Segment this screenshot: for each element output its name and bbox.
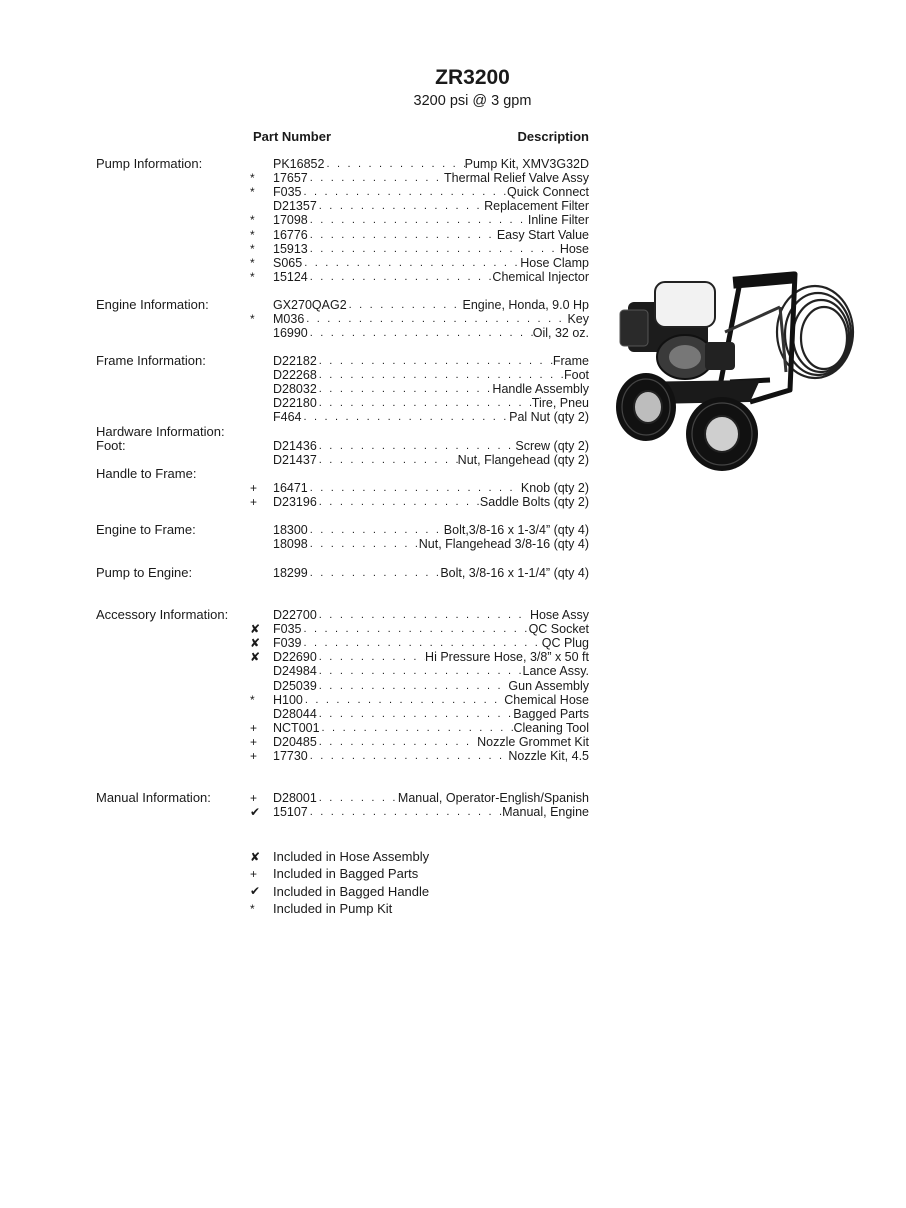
dot-leader <box>324 157 464 171</box>
part-number: D22268 <box>273 368 317 383</box>
part-description: Oil, 32 oz. <box>532 326 589 341</box>
part-row <box>250 679 589 693</box>
legend-item <box>250 865 429 882</box>
part-number: D22700 <box>273 608 317 622</box>
legend-mark: ✘ <box>250 849 261 864</box>
part-row <box>250 396 589 410</box>
dot-leader <box>317 439 516 453</box>
part-description: Hose Clamp <box>520 255 589 270</box>
dot-leader <box>317 199 484 213</box>
dot-leader <box>317 608 530 622</box>
part-description: Hose Assy <box>529 608 589 622</box>
part-description: Chemical Hose <box>504 692 589 707</box>
dot-leader <box>317 354 553 368</box>
part-description: Replacement Filter <box>484 199 589 214</box>
part-mark: * <box>250 227 255 242</box>
dot-leader <box>308 805 502 819</box>
part-mark: + <box>250 720 258 735</box>
part-row <box>250 270 589 284</box>
part-number: 16471 <box>273 481 308 495</box>
dot-leader <box>308 566 441 580</box>
part-number: 17730 <box>273 749 308 763</box>
part-description: Bagged Parts <box>513 706 589 721</box>
part-mark: + <box>250 495 258 510</box>
dot-leader <box>308 228 497 242</box>
part-number: D22182 <box>273 354 317 368</box>
section-label: Engine to Frame: <box>96 522 196 537</box>
legend-text: Included in Bagged Handle <box>273 883 430 899</box>
part-description: QC Socket <box>528 622 589 637</box>
legend-text: Included in Bagged Parts <box>273 866 419 882</box>
dot-leader <box>320 721 514 735</box>
part-description: Nozzle Grommet Kit <box>477 734 589 749</box>
part-number: D21436 <box>273 439 317 453</box>
dot-leader <box>317 664 523 678</box>
part-row <box>250 566 589 580</box>
part-number: D25039 <box>273 678 317 693</box>
part-description: Chemical Injector <box>492 269 589 284</box>
part-number: 15107 <box>273 805 308 820</box>
section-label: Hardware Information: <box>96 424 225 439</box>
dot-leader <box>308 481 521 495</box>
part-description: Hi Pressure Hose, 3/8” x 50 ft <box>425 650 589 665</box>
part-number: D21437 <box>273 453 317 468</box>
dot-leader <box>308 326 533 340</box>
part-description: Bolt,3/8-16 x 1-3/4” (qty 4) <box>443 523 589 537</box>
part-number: 18300 <box>273 523 308 537</box>
part-number: D23196 <box>273 495 317 510</box>
part-description: Manual, Engine <box>502 805 589 820</box>
legend-item <box>250 848 429 865</box>
model-title: ZR3200 <box>435 66 510 89</box>
part-number: D20485 <box>273 734 317 749</box>
part-number: M036 <box>273 312 305 327</box>
part-number: 17098 <box>273 213 308 228</box>
dot-leader <box>317 368 564 382</box>
part-row <box>250 199 589 213</box>
part-number: D24984 <box>273 664 317 679</box>
section-label: Pump to Engine: <box>96 565 193 580</box>
dot-leader <box>317 495 480 509</box>
part-row <box>250 664 589 678</box>
part-row <box>250 368 589 382</box>
part-row <box>250 382 589 396</box>
part-row <box>250 622 589 636</box>
part-number-header: Part Number <box>253 129 332 144</box>
part-row <box>250 242 589 256</box>
part-row <box>250 636 589 650</box>
part-mark: * <box>250 269 255 284</box>
dot-leader <box>317 791 398 805</box>
section-label: Handle to Frame: <box>96 466 197 481</box>
part-mark: * <box>250 185 255 200</box>
section-label: Pump Information: <box>96 156 203 171</box>
part-mark: + <box>250 749 258 763</box>
part-number: S065 <box>273 255 303 270</box>
section-label: Manual Information: <box>96 790 211 805</box>
dot-leader <box>317 735 477 749</box>
part-description: Inline Filter <box>527 213 589 228</box>
part-mark: ✘ <box>250 650 261 665</box>
part-number: PK16852 <box>273 157 325 171</box>
part-row <box>250 523 589 537</box>
part-row <box>250 439 589 453</box>
dot-leader <box>302 636 542 650</box>
description-header: Description <box>517 129 589 144</box>
part-description: Nozzle Kit, 4.5 <box>508 749 589 763</box>
dot-leader <box>308 537 419 551</box>
dot-leader <box>302 410 510 424</box>
legend <box>250 848 429 917</box>
part-description: Nut, Flangehead (qty 2) <box>457 453 589 468</box>
part-description: Saddle Bolts (qty 2) <box>479 495 589 510</box>
section-label: Frame Information: <box>96 353 206 368</box>
part-row <box>250 735 589 749</box>
part-number: F039 <box>273 636 302 651</box>
part-row <box>250 749 589 763</box>
part-mark: * <box>250 213 255 228</box>
part-number: 15913 <box>273 241 308 256</box>
part-number: D28044 <box>273 706 317 721</box>
part-description: Cleaning Tool <box>513 720 589 735</box>
part-row <box>250 537 589 551</box>
section-label: Engine Information: <box>96 297 209 312</box>
part-mark: * <box>250 312 255 327</box>
part-row <box>250 453 589 467</box>
dot-leader <box>317 453 458 467</box>
part-number: F464 <box>273 410 302 425</box>
part-mark: * <box>250 241 255 256</box>
part-row <box>250 354 589 368</box>
part-row <box>250 707 589 721</box>
part-description: Engine, Honda, 9.0 Hp <box>462 298 589 312</box>
legend-text: Included in Hose Assembly <box>273 849 430 865</box>
part-number: GX270QAG2 <box>273 298 347 312</box>
legend-item <box>250 883 429 900</box>
part-mark: * <box>250 171 255 186</box>
part-description: Tire, Pneu <box>531 396 589 411</box>
part-row <box>250 185 589 199</box>
part-row <box>250 326 589 340</box>
model-rating: 3200 psi @ 3 gpm <box>413 93 532 109</box>
dot-leader <box>317 650 425 664</box>
dot-leader <box>303 693 504 707</box>
part-description: Screw (qty 2) <box>515 439 589 453</box>
dot-leader <box>308 171 444 185</box>
part-description: Pal Nut (qty 2) <box>509 410 589 425</box>
dot-leader <box>308 749 509 763</box>
part-description: Key <box>567 312 589 327</box>
part-mark: ✘ <box>250 636 261 651</box>
part-number: 17657 <box>273 171 308 186</box>
part-row <box>250 157 589 171</box>
part-row <box>250 171 589 185</box>
dot-leader <box>304 312 567 326</box>
dot-leader <box>308 213 528 227</box>
dot-leader <box>317 396 532 410</box>
part-mark: + <box>250 734 258 749</box>
part-description: Gun Assembly <box>508 678 589 693</box>
part-description: Bolt, 3/8-16 x 1-1/4” (qty 4) <box>440 566 589 580</box>
part-mark: ✔ <box>250 805 261 820</box>
part-number: 18098 <box>273 537 308 552</box>
dot-leader <box>308 242 560 256</box>
part-description: QC Plug <box>541 636 589 651</box>
part-description: Knob (qty 2) <box>520 481 589 495</box>
part-description: Thermal Relief Valve Assy <box>444 171 589 186</box>
part-mark: ✘ <box>250 622 261 637</box>
dot-leader <box>317 707 513 721</box>
part-row <box>250 256 589 270</box>
part-description: Frame <box>552 354 589 368</box>
legend-mark: * <box>250 901 255 916</box>
part-number: F035 <box>273 185 302 200</box>
dot-leader <box>308 523 444 537</box>
section-label: Foot: <box>96 438 126 453</box>
part-mark: + <box>250 791 258 805</box>
part-row <box>250 791 589 805</box>
pressure-washer-illustration <box>610 262 872 472</box>
part-row <box>250 298 589 312</box>
part-number: NCT001 <box>273 720 320 735</box>
dot-leader <box>347 298 463 312</box>
legend-text: Included in Pump Kit <box>273 901 393 917</box>
part-description: Manual, Operator-English/Spanish <box>397 791 589 805</box>
legend-mark: ✔ <box>250 884 261 899</box>
part-row <box>250 650 589 664</box>
dot-leader <box>317 382 493 396</box>
part-row <box>250 693 589 707</box>
part-description: Quick Connect <box>507 185 589 200</box>
part-number: D21357 <box>273 199 317 214</box>
part-number: D28001 <box>273 791 317 805</box>
dot-leader <box>317 679 509 693</box>
part-row <box>250 213 589 227</box>
legend-mark: + <box>250 866 258 881</box>
part-mark: * <box>250 255 255 270</box>
part-row <box>250 805 589 819</box>
part-number: D22180 <box>273 396 317 411</box>
part-number: D28032 <box>273 382 317 397</box>
part-number: 15124 <box>273 269 308 284</box>
dot-leader <box>302 185 508 199</box>
part-number: H100 <box>273 692 303 707</box>
part-number: F035 <box>273 622 302 637</box>
part-mark: + <box>250 481 258 495</box>
dot-leader <box>302 256 520 270</box>
legend-item <box>250 900 429 917</box>
part-number: 16776 <box>273 227 308 242</box>
part-description: Hose <box>559 241 589 256</box>
part-mark: * <box>250 692 255 707</box>
part-number: D22690 <box>273 650 317 665</box>
part-description: Lance Assy. <box>522 664 589 679</box>
section-label: Accessory Information: <box>96 607 229 622</box>
part-description: Nut, Flangehead 3/8-16 (qty 4) <box>418 537 589 552</box>
part-description: Pump Kit, XMV3G32D <box>464 157 589 171</box>
part-row <box>250 410 589 424</box>
dot-leader <box>302 622 529 636</box>
part-row <box>250 312 589 326</box>
part-row <box>250 481 589 495</box>
part-description: Foot <box>563 368 589 383</box>
part-number: 16990 <box>273 326 308 341</box>
part-number: 18299 <box>273 566 308 580</box>
part-row <box>250 228 589 242</box>
part-row <box>250 721 589 735</box>
part-description: Easy Start Value <box>496 227 589 242</box>
dot-leader <box>308 270 493 284</box>
part-description: Handle Assembly <box>492 382 589 397</box>
part-row <box>250 608 589 622</box>
part-row <box>250 495 589 509</box>
